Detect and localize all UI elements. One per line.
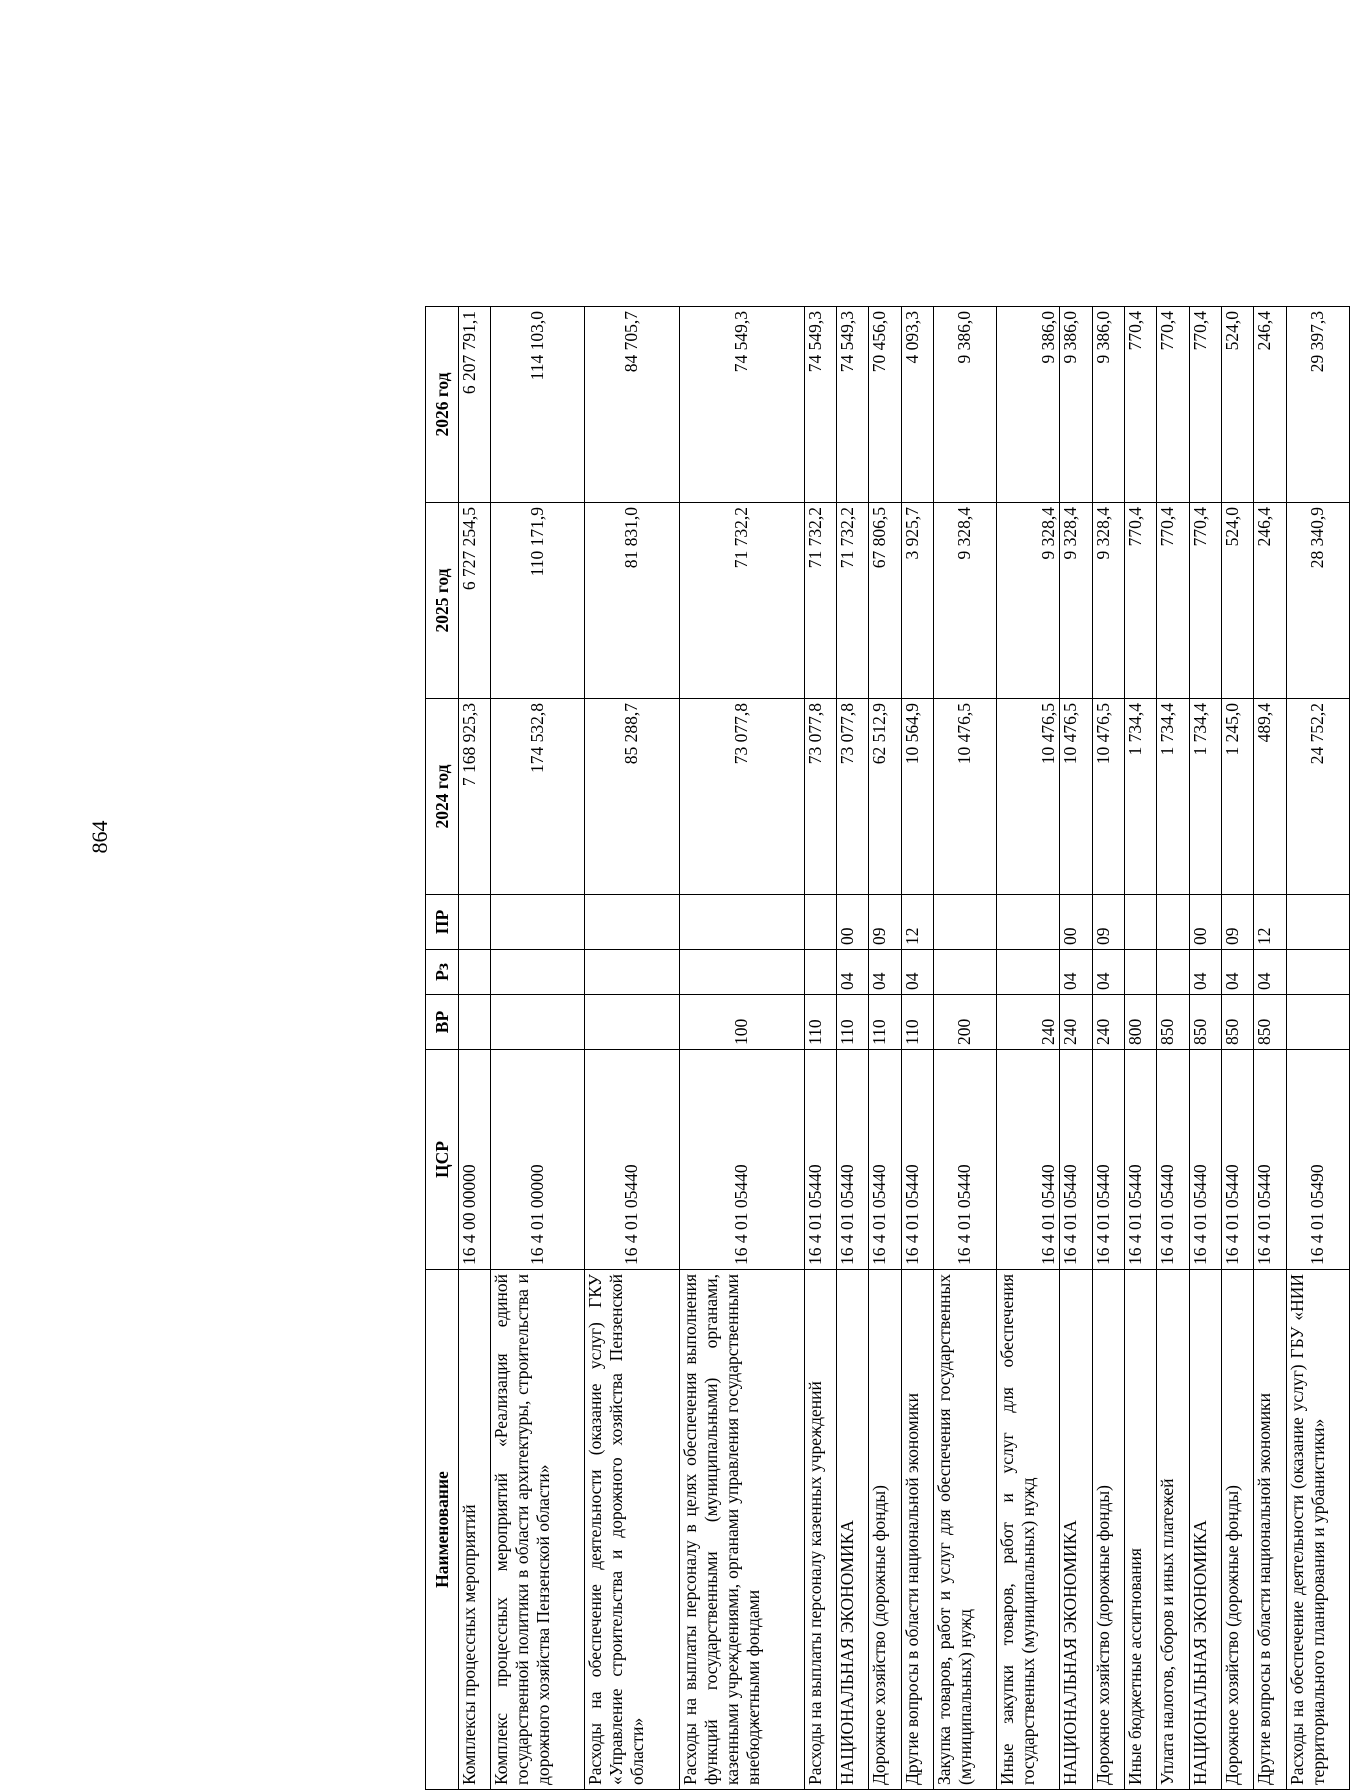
cell-2025: 81 831,0 [585, 503, 679, 699]
cell-vr: 240 [997, 995, 1060, 1050]
cell-2026: 524,0 [1222, 307, 1254, 503]
cell-pr [491, 895, 585, 950]
cell-vr: 240 [1092, 995, 1124, 1050]
cell-name: Расходы на обеспечение деятельности (оказание услуг) ГБУ «НИИ территориального планирования и урбанистики» [1286, 1270, 1349, 1790]
cell-2024: 1 734,4 [1189, 699, 1221, 895]
budget-table-sheet [425, 307, 1350, 1790]
cell-2026: 246,4 [1254, 307, 1286, 503]
cell-2026: 84 705,7 [585, 307, 679, 503]
cell-pr: 12 [1254, 895, 1286, 950]
cell-2024: 489,4 [1254, 699, 1286, 895]
cell-2026: 9 386,0 [1092, 307, 1124, 503]
cell-csr: 16 4 01 05440 [933, 1050, 996, 1270]
cell-rz: 04 [869, 950, 901, 995]
cell-pr [1157, 895, 1189, 950]
cell-name: Уплата налогов, сборов и иных платежей [1157, 1270, 1189, 1790]
table-row [804, 307, 836, 1790]
header-pr: ПР [426, 895, 459, 950]
cell-rz: 04 [1060, 950, 1092, 995]
cell-2024: 10 564,9 [901, 699, 933, 895]
table-row [1092, 307, 1124, 1790]
table-row [491, 307, 585, 1790]
cell-rz [804, 950, 836, 995]
table-row [869, 307, 901, 1790]
cell-2025: 524,0 [1222, 503, 1254, 699]
cell-name: Другие вопросы в области национальной экономики [1254, 1270, 1286, 1790]
table-row [1060, 307, 1092, 1790]
cell-pr: 00 [1060, 895, 1092, 950]
cell-2025: 770,4 [1125, 503, 1157, 699]
table-row [1222, 307, 1254, 1790]
cell-name: Дорожное хозяйство (дорожные фонды) [1092, 1270, 1124, 1790]
cell-2025: 9 328,4 [997, 503, 1060, 699]
cell-2026: 770,4 [1157, 307, 1189, 503]
cell-2024: 10 476,5 [997, 699, 1060, 895]
cell-rz [933, 950, 996, 995]
cell-2026: 770,4 [1125, 307, 1157, 503]
cell-pr: 12 [901, 895, 933, 950]
cell-2024: 73 077,8 [836, 699, 868, 895]
cell-name: Закупка товаров, работ и услуг для обеспечения государственных (муниципальных) нужд [933, 1270, 996, 1790]
cell-vr: 850 [1157, 995, 1189, 1050]
cell-name: Комплексы процессных мероприятий [459, 1270, 491, 1790]
cell-2025: 246,4 [1254, 503, 1286, 699]
cell-vr [459, 995, 491, 1050]
cell-rz: 04 [901, 950, 933, 995]
table-row [1125, 307, 1157, 1790]
cell-vr: 850 [1189, 995, 1221, 1050]
cell-rz [491, 950, 585, 995]
cell-2024: 10 476,5 [933, 699, 996, 895]
cell-2024: 174 532,8 [491, 699, 585, 895]
cell-pr [933, 895, 996, 950]
table-header-row [426, 307, 459, 1790]
cell-rz: 04 [1254, 950, 1286, 995]
header-csr: ЦСР [426, 1050, 459, 1270]
cell-pr [679, 895, 804, 950]
header-rz: Рз [426, 950, 459, 995]
cell-csr: 16 4 01 05440 [836, 1050, 868, 1270]
cell-csr: 16 4 01 05440 [1092, 1050, 1124, 1270]
cell-csr: 16 4 01 05440 [1222, 1050, 1254, 1270]
header-2025: 2025 год [426, 503, 459, 699]
cell-rz [585, 950, 679, 995]
cell-vr: 240 [1060, 995, 1092, 1050]
header-name: Наименование [426, 1270, 459, 1790]
cell-rz [459, 950, 491, 995]
table-row [585, 307, 679, 1790]
cell-name: Другие вопросы в области национальной экономики [901, 1270, 933, 1790]
cell-vr: 850 [1222, 995, 1254, 1050]
cell-csr: 16 4 01 05440 [997, 1050, 1060, 1270]
table-row [901, 307, 933, 1790]
table-row [836, 307, 868, 1790]
cell-2024: 10 476,5 [1060, 699, 1092, 895]
cell-vr: 110 [804, 995, 836, 1050]
cell-2026: 9 386,0 [933, 307, 996, 503]
cell-2026: 74 549,3 [804, 307, 836, 503]
cell-vr [585, 995, 679, 1050]
cell-2026: 114 103,0 [491, 307, 585, 503]
cell-csr: 16 4 01 05440 [901, 1050, 933, 1270]
cell-csr: 16 4 01 05440 [869, 1050, 901, 1270]
cell-csr: 16 4 01 05440 [1189, 1050, 1221, 1270]
header-vr: ВР [426, 995, 459, 1050]
cell-vr [1286, 995, 1349, 1050]
cell-2025: 110 171,9 [491, 503, 585, 699]
cell-2024: 1 734,4 [1157, 699, 1189, 895]
cell-2026: 29 397,3 [1286, 307, 1349, 503]
cell-2025: 3 925,7 [901, 503, 933, 699]
cell-pr [997, 895, 1060, 950]
cell-name: НАЦИОНАЛЬНАЯ ЭКОНОМИКА [836, 1270, 868, 1790]
cell-2025: 71 732,2 [836, 503, 868, 699]
cell-2024: 73 077,8 [804, 699, 836, 895]
cell-pr: 00 [1189, 895, 1221, 950]
header-2026: 2026 год [426, 307, 459, 503]
cell-rz [1286, 950, 1349, 995]
cell-2026: 770,4 [1189, 307, 1221, 503]
table-row [1286, 307, 1349, 1790]
cell-name: Иные бюджетные ассигнования [1125, 1270, 1157, 1790]
cell-csr: 16 4 00 00000 [459, 1050, 491, 1270]
table-row [459, 307, 491, 1790]
cell-pr [804, 895, 836, 950]
cell-csr: 16 4 01 05440 [679, 1050, 804, 1270]
cell-name: НАЦИОНАЛЬНАЯ ЭКОНОМИКА [1060, 1270, 1092, 1790]
cell-rz [1125, 950, 1157, 995]
cell-2025: 28 340,9 [1286, 503, 1349, 699]
cell-csr: 16 4 01 05490 [1286, 1050, 1349, 1270]
cell-rz: 04 [1092, 950, 1124, 995]
cell-name: Комплекс процессных мероприятий «Реализация единой государственной политики в области архитектуры, строительства и дорожного хозяйства Пензенской области» [491, 1270, 585, 1790]
budget-table [425, 306, 1350, 1790]
table-row [997, 307, 1060, 1790]
cell-pr [1125, 895, 1157, 950]
cell-rz [997, 950, 1060, 995]
table-row [933, 307, 996, 1790]
cell-pr [585, 895, 679, 950]
table-row [679, 307, 804, 1790]
cell-2024: 1 734,4 [1125, 699, 1157, 895]
cell-2025: 71 732,2 [679, 503, 804, 699]
cell-2025: 9 328,4 [1060, 503, 1092, 699]
cell-2024: 1 245,0 [1222, 699, 1254, 895]
cell-pr: 09 [869, 895, 901, 950]
cell-vr: 110 [836, 995, 868, 1050]
cell-2025: 67 806,5 [869, 503, 901, 699]
cell-pr: 00 [836, 895, 868, 950]
cell-rz [679, 950, 804, 995]
cell-name: Дорожное хозяйство (дорожные фонды) [1222, 1270, 1254, 1790]
cell-vr: 200 [933, 995, 996, 1050]
cell-2026: 70 456,0 [869, 307, 901, 503]
cell-vr: 850 [1254, 995, 1286, 1050]
cell-vr: 800 [1125, 995, 1157, 1050]
cell-2024: 62 512,9 [869, 699, 901, 895]
cell-csr: 16 4 01 05440 [1254, 1050, 1286, 1270]
cell-pr: 09 [1222, 895, 1254, 950]
cell-2026: 9 386,0 [1060, 307, 1092, 503]
header-2024: 2024 год [426, 699, 459, 895]
cell-2026: 74 549,3 [679, 307, 804, 503]
cell-pr [1286, 895, 1349, 950]
cell-rz: 04 [1189, 950, 1221, 995]
cell-2025: 6 727 254,5 [459, 503, 491, 699]
table-row [1189, 307, 1221, 1790]
cell-2024: 10 476,5 [1092, 699, 1124, 895]
cell-name: Иные закупки товаров, работ и услуг для обеспечения государственных (муниципальных) нужд [997, 1270, 1060, 1790]
cell-rz [1157, 950, 1189, 995]
cell-name: Расходы на выплаты персоналу казенных учреждений [804, 1270, 836, 1790]
table-row [1254, 307, 1286, 1790]
cell-pr [459, 895, 491, 950]
cell-csr: 16 4 01 05440 [1125, 1050, 1157, 1270]
cell-csr: 16 4 01 05440 [1060, 1050, 1092, 1270]
cell-2026: 4 093,3 [901, 307, 933, 503]
cell-vr [491, 995, 585, 1050]
cell-name: Расходы на выплаты персоналу в целях обеспечения выполнения функций государственными (муниципальными) органами, казенными учреждениями, органами управления государственными внебюджетными фондами [679, 1270, 804, 1790]
table-row [1157, 307, 1189, 1790]
cell-csr: 16 4 01 05440 [1157, 1050, 1189, 1270]
cell-name: Расходы на обеспечение деятельности (оказание услуг) ГКУ «Управление строительства и дорожного хозяйства Пензенской области» [585, 1270, 679, 1790]
cell-rz: 04 [1222, 950, 1254, 995]
cell-vr: 100 [679, 995, 804, 1050]
cell-2024: 85 288,7 [585, 699, 679, 895]
cell-csr: 16 4 01 00000 [491, 1050, 585, 1270]
cell-csr: 16 4 01 05440 [804, 1050, 836, 1270]
cell-pr: 09 [1092, 895, 1124, 950]
cell-2024: 7 168 925,3 [459, 699, 491, 895]
cell-2026: 74 549,3 [836, 307, 868, 503]
cell-2024: 24 752,2 [1286, 699, 1349, 895]
cell-2025: 71 732,2 [804, 503, 836, 699]
cell-rz: 04 [836, 950, 868, 995]
cell-2025: 770,4 [1157, 503, 1189, 699]
cell-2025: 9 328,4 [1092, 503, 1124, 699]
cell-name: Дорожное хозяйство (дорожные фонды) [869, 1270, 901, 1790]
cell-vr: 110 [901, 995, 933, 1050]
cell-2025: 770,4 [1189, 503, 1221, 699]
cell-2024: 73 077,8 [679, 699, 804, 895]
page-number: 864 [87, 820, 112, 854]
cell-vr: 110 [869, 995, 901, 1050]
cell-2026: 6 207 791,1 [459, 307, 491, 503]
cell-csr: 16 4 01 05440 [585, 1050, 679, 1270]
cell-name: НАЦИОНАЛЬНАЯ ЭКОНОМИКА [1189, 1270, 1221, 1790]
cell-2025: 9 328,4 [933, 503, 996, 699]
cell-2026: 9 386,0 [997, 307, 1060, 503]
